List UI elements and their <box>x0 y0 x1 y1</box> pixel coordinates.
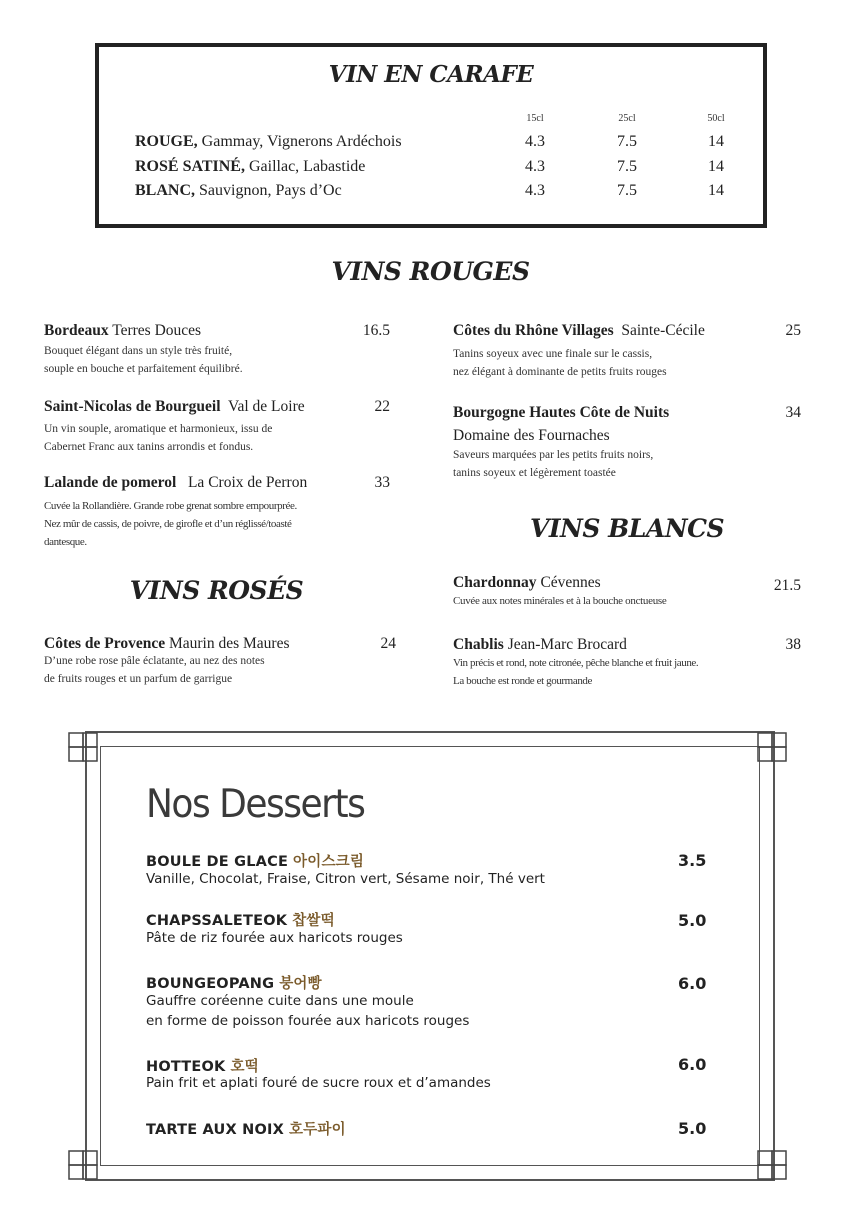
corner-ornament-top-left <box>66 730 106 770</box>
carafe-wine-name <box>135 158 365 176</box>
desc-line: Cuvée la Rollandière. Grande robe grenat sombre empourprée. <box>44 500 297 512</box>
dessert-name-fr: CHAPSSALETEOK <box>146 913 288 929</box>
rouges-title: VINS ROUGES <box>331 257 530 286</box>
wine-producer: Cévennes <box>536 574 601 591</box>
desc-line: dantesque. <box>44 536 87 548</box>
wine-description <box>44 497 297 551</box>
desc-line: de fruits rouges et un parfum de garrigue <box>44 673 233 685</box>
desc-line: La bouche est ronde et gourmande <box>453 675 593 687</box>
desc-line: Cabernet Franc aux tanins arrondis et fondus. <box>44 441 254 453</box>
wine-name <box>44 398 305 416</box>
wine-description <box>44 342 243 378</box>
wine-price: 16.5 <box>362 322 390 339</box>
corner-ornament-bottom-left <box>66 1148 106 1188</box>
wine-producer: Terres Douces <box>108 322 202 339</box>
dessert-name <box>146 972 322 993</box>
blancs-title: VINS BLANCS <box>529 514 725 543</box>
desc-line: Saveurs marquées par les petits fruits noirs, <box>453 449 654 461</box>
wine-name <box>44 322 201 340</box>
desc-line: souple en bouche et parfaitement équilibré. <box>44 363 243 375</box>
price-15cl: 4.3 <box>525 133 545 150</box>
desc-line: en forme de poisson fourée aux haricots rouges <box>146 1013 470 1029</box>
dessert-name-ko: 찹쌀떡 <box>292 913 335 929</box>
dessert-description <box>146 1073 491 1093</box>
carafe-row <box>135 133 735 155</box>
price-50cl: 14 <box>708 182 724 199</box>
price-15cl: 4.3 <box>525 182 545 199</box>
wine-description <box>453 446 653 482</box>
wine-description <box>453 654 698 690</box>
roses-title: VINS ROSÉS <box>129 576 304 605</box>
price-15cl: 4.3 <box>525 158 545 175</box>
dessert-description <box>146 869 545 889</box>
price-50cl: 14 <box>708 158 724 175</box>
carafe-row <box>135 158 735 180</box>
desserts-title: Nos Desserts <box>146 782 365 828</box>
size-header-25cl: 25cl <box>618 113 636 124</box>
wine-name <box>453 574 601 592</box>
wine-price: 21.5 <box>773 577 801 594</box>
wine-appellation: Bordeaux <box>44 322 109 339</box>
wine-name <box>44 474 307 492</box>
wine-appellation: Côtes de Provence <box>44 635 166 652</box>
wine-producer: Jean-Marc Brocard <box>503 636 627 653</box>
desc-line: Vanille, Chocolat, Fraise, Citron vert, Sésame noir, Thé vert <box>146 871 545 887</box>
wine-producer: Domaine des Fournaches <box>453 427 610 444</box>
dessert-name <box>146 1118 346 1139</box>
desc-line: Bouquet élégant dans un style très fruité, <box>44 345 233 357</box>
price-25cl: 7.5 <box>617 158 637 175</box>
wine-producer: Val de Loire <box>220 398 305 415</box>
desc-line: Tanins soyeux avec une finale sur le cassis, <box>453 348 653 360</box>
carafe-wine-detail: Gaillac, Labastide <box>244 158 366 175</box>
wine-price: 38 <box>785 636 801 653</box>
dessert-price: 5.0 <box>678 911 707 930</box>
dessert-name-ko: 아이스크림 <box>293 854 365 870</box>
dessert-name-ko: 호떡 <box>230 1059 259 1075</box>
wine-price: 25 <box>785 322 801 339</box>
wine-producer: Maurin des Maures <box>165 635 290 652</box>
wine-description <box>453 345 667 381</box>
wine-name <box>453 636 627 654</box>
dessert-price: 6.0 <box>678 974 707 993</box>
desc-line: Nez mûr de cassis, de poivre, de girofle et d’un réglissé/toasté <box>44 518 292 530</box>
dessert-name-fr: BOUNGEOPANG <box>146 976 275 992</box>
carafe-wine-label: ROSÉ SATINÉ, <box>135 158 245 175</box>
desc-line: Pain frit et aplati fouré de sucre roux et d’amandes <box>146 1075 491 1091</box>
dessert-name <box>146 850 364 871</box>
wine-appellation: Saint-Nicolas de Bourgueil <box>44 398 221 415</box>
carafe-row <box>135 182 735 204</box>
dessert-name <box>146 909 335 930</box>
wine-price: 22 <box>374 398 390 415</box>
wine-name <box>44 635 290 653</box>
wine-description <box>44 652 265 688</box>
wine-appellation: Bourgogne Hautes Côte de Nuits <box>453 404 670 421</box>
dessert-price: 3.5 <box>678 851 707 870</box>
dessert-name-ko: 붕어빵 <box>279 976 322 992</box>
wine-description <box>44 420 272 456</box>
size-header-50cl: 50cl <box>707 113 725 124</box>
dessert-price: 5.0 <box>678 1119 707 1138</box>
carafe-wine-detail: Gammay, Vignerons Ardéchois <box>197 133 402 150</box>
corner-ornament-bottom-right <box>755 1148 795 1188</box>
wine-name <box>453 404 669 422</box>
carafe-section <box>95 43 767 228</box>
dessert-name-fr: TARTE AUX NOIX <box>146 1122 284 1138</box>
carafe-title: VIN EN CARAFE <box>328 61 534 88</box>
dessert-description <box>146 991 469 1031</box>
desc-line: tanins soyeux et légèrement toastée <box>453 467 616 479</box>
desc-line: Pâte de riz fourée aux haricots rouges <box>146 930 403 946</box>
dessert-price: 6.0 <box>678 1055 707 1074</box>
desc-line: Cuvée aux notes minérales et à la bouche onctueuse <box>453 595 667 607</box>
wine-name <box>453 322 705 340</box>
desc-line: Gauffre coréenne cuite dans une moule <box>146 993 414 1009</box>
wine-appellation: Chardonnay <box>453 574 537 591</box>
wine-price: 24 <box>380 635 396 652</box>
wine-price: 33 <box>374 474 390 491</box>
size-header-15cl: 15cl <box>526 113 544 124</box>
wine-description <box>453 592 666 610</box>
dessert-description <box>146 928 403 948</box>
dessert-name-ko: 호두파이 <box>288 1122 346 1138</box>
wine-producer: La Croix de Perron <box>176 474 308 491</box>
dessert-name-fr: HOTTEOK <box>146 1059 226 1075</box>
wine-appellation: Lalande de pomerol <box>44 474 177 491</box>
dessert-name-fr: BOULE DE GLACE <box>146 854 289 870</box>
wine-price: 34 <box>785 404 801 421</box>
wine-appellation: Côtes du Rhône Villages <box>453 322 614 339</box>
carafe-wine-detail: Sauvignon, Pays d’Oc <box>195 182 342 199</box>
desc-line: nez élégant à dominante de petits fruits rouges <box>453 366 667 378</box>
wine-producer: Sainte-Cécile <box>613 322 705 339</box>
price-50cl: 14 <box>708 133 724 150</box>
corner-ornament-top-right <box>755 730 795 770</box>
carafe-wine-name <box>135 133 402 151</box>
carafe-wine-label: BLANC, <box>135 182 196 199</box>
desc-line: Vin précis et rond, note citronée, pêche blanche et fruit jaune. <box>453 657 699 669</box>
desc-line: Un vin souple, aromatique et harmonieux, issu de <box>44 423 273 435</box>
carafe-wine-name <box>135 182 342 200</box>
wine-appellation: Chablis <box>453 636 504 653</box>
price-25cl: 7.5 <box>617 182 637 199</box>
carafe-wine-label: ROUGE, <box>135 133 198 150</box>
price-25cl: 7.5 <box>617 133 637 150</box>
desc-line: D’une robe rose pâle éclatante, au nez des notes <box>44 655 265 667</box>
